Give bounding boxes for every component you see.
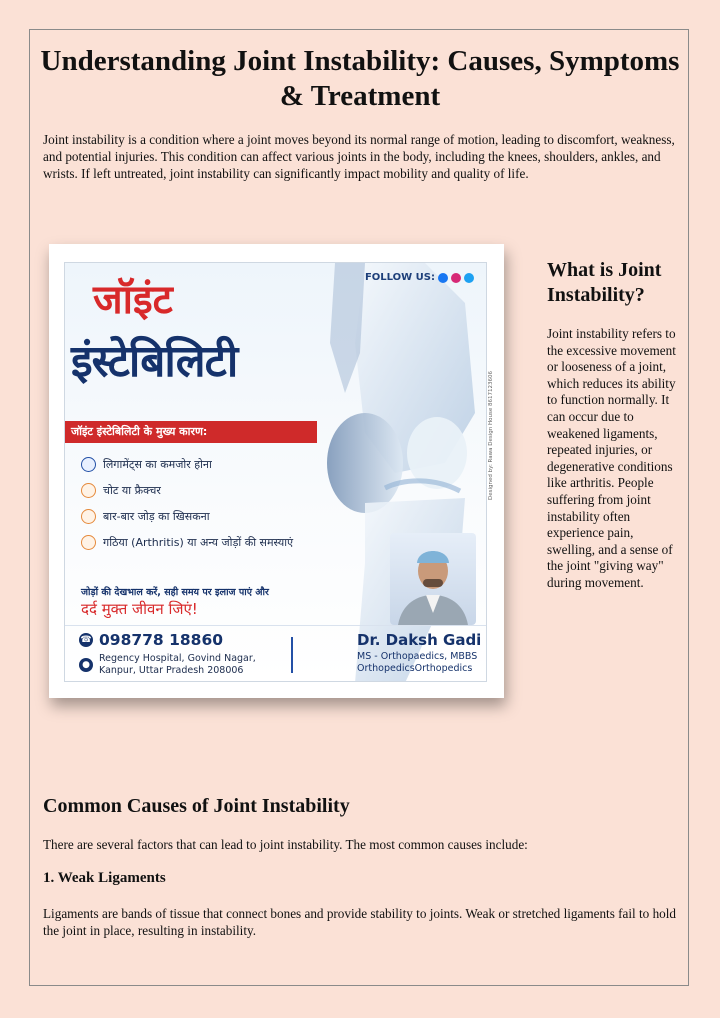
cause-item	[81, 451, 371, 477]
causes-banner: जॉइंट इंस्टेबिलिटी के मुख्य कारण:	[65, 421, 317, 443]
follow-us	[365, 272, 474, 283]
address-line1: Regency Hospital, Govind Nagar,	[99, 653, 256, 664]
address-line2: Kanpur, Uttar Pradesh 208006	[99, 665, 244, 676]
poster-vertical-divider	[291, 637, 293, 673]
fracture-icon	[81, 483, 96, 498]
poster-headline-line1: जॉइंट	[93, 277, 173, 323]
cause-item	[81, 529, 371, 555]
section-lead-paragraph: There are several factors that can lead to joint instability. The most common causes include:	[43, 837, 528, 852]
poster-phone	[79, 631, 223, 649]
follow-us-label: FOLLOW US:	[364, 272, 435, 283]
designed-by-credit: Designed by: Rawa Design House 8617123606	[488, 371, 494, 500]
cause-list	[81, 451, 371, 555]
care-line: जोड़ों की देखभाल करें, सही समय पर इलाज पाएं और	[81, 587, 269, 598]
care-slogan: दर्द मुक्त जीवन जिएं!	[81, 600, 198, 618]
phone-number: 098778 18860	[99, 631, 224, 649]
doctor-degree-line2: OrthopedicsOrthopedics	[357, 663, 473, 674]
doctor-avatar-icon	[390, 533, 476, 625]
cause-label: चोट या फ्रैक्चर	[103, 483, 161, 497]
poster-image	[64, 262, 487, 682]
poster-divider	[65, 625, 486, 626]
doctor-degree-line1: MS - Orthopaedics, MBBS	[357, 651, 478, 662]
cause-label: गठिया (Arthritis) या अन्य जोड़ों की समस्याएं	[103, 535, 294, 549]
cause-label: बार-बार जोड़ का खिसकना	[103, 509, 210, 523]
doctor-photo	[390, 533, 476, 625]
page-title: Understanding Joint Instability: Causes, Symptoms & Treatment	[40, 45, 680, 112]
phone-icon: ☎	[80, 635, 92, 645]
sidebar-paragraph: Joint instability refers to the excessive movement or looseness of a joint, which reduces its ability to function normally. It can occur due to weakened ligaments, repeated injuries, or degenerative conditions like arthritis. People suffering from joint instability often experience pain, swelling, and a sense of the joint "giving way" during movement.	[547, 326, 676, 590]
doctor-name: Dr. Daksh Gadi	[357, 631, 482, 649]
cause-item	[81, 503, 371, 529]
poster-headline-line2: इंस्टेबिलिटी	[71, 336, 238, 387]
subsection-paragraph: Ligaments are bands of tissue that connect bones and provide stability to joints. Weak or stretched ligaments fail to hold the joint in place, resulting in instability.	[43, 906, 677, 938]
instagram-icon[interactable]	[451, 273, 461, 283]
section-heading: Common Causes of Joint Instability	[43, 795, 350, 817]
address-text	[99, 653, 256, 677]
ligament-icon	[81, 457, 96, 472]
subsection-heading: 1. Weak Ligaments	[43, 870, 166, 886]
cause-label: लिगामेंट्स का कमजोर होना	[103, 457, 212, 471]
sidebar-heading: What is Joint Instability?	[547, 259, 662, 306]
dislocation-icon	[81, 509, 96, 524]
facebook-icon[interactable]	[438, 273, 448, 283]
intro-paragraph: Joint instability is a condition where a joint moves beyond its normal range of motion, leading to discomfort, weakness, and potential injuries. This condition can affect various joints in the body, including the knees, shoulders, ankles, and wrists. If left untreated, joint instability can significantly impact mobility and quality of life.	[43, 132, 675, 181]
doctor-degree	[357, 651, 477, 675]
twitter-icon[interactable]	[464, 273, 474, 283]
poster-address	[79, 653, 256, 677]
cause-item	[81, 477, 371, 503]
location-pin-icon: ●	[79, 658, 93, 672]
arthritis-icon	[81, 535, 96, 550]
